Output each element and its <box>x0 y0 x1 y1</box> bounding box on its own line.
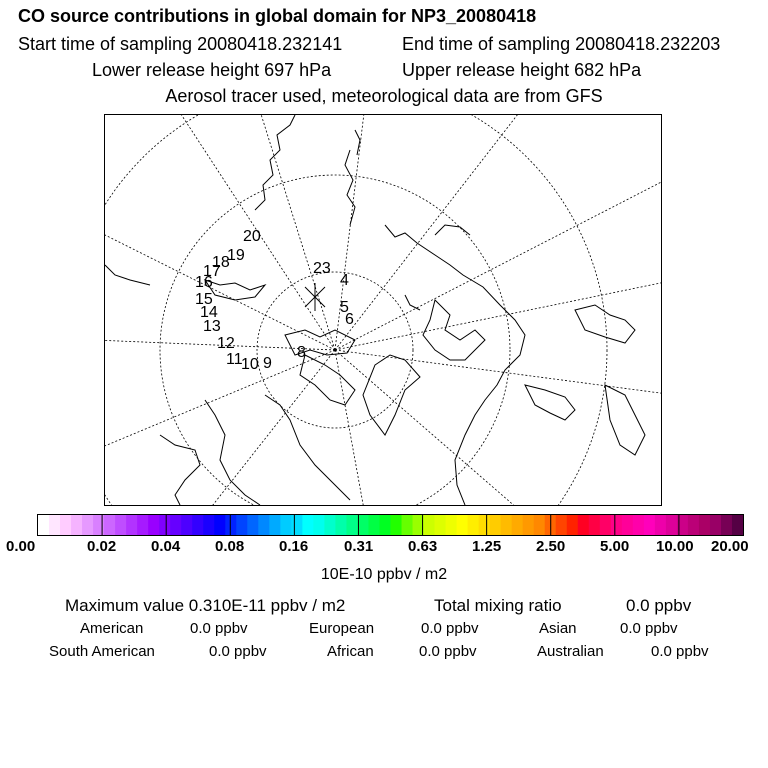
colorbar-segment <box>721 515 733 535</box>
colorbar-tick-label: 2.50 <box>536 538 566 555</box>
colorbar-segment <box>170 515 182 535</box>
coastline <box>160 435 200 505</box>
meridian-line <box>335 350 525 505</box>
trajectory-label-16: 16 <box>195 274 213 291</box>
colorbar-segment <box>104 515 116 535</box>
trajectory-label-12: 12 <box>217 335 235 352</box>
polar-map <box>104 114 662 506</box>
colorbar-segment <box>181 515 193 535</box>
colorbar-segment <box>622 515 634 535</box>
colorbar-segment <box>82 515 94 535</box>
colorbar-segment <box>368 515 380 535</box>
colorbar <box>37 514 744 536</box>
trajectory-label-10: 10 <box>241 356 259 373</box>
colorbar-segment <box>357 515 369 535</box>
colorbar-segment <box>291 515 303 535</box>
colorbar-segment <box>567 515 579 535</box>
colorbar-segment <box>93 515 105 535</box>
colorbar-tick-label: 0.08 <box>215 538 245 555</box>
coastline <box>345 150 355 225</box>
colorbar-segment <box>60 515 72 535</box>
colorbar-segment <box>137 515 149 535</box>
colorbar-segment <box>346 515 358 535</box>
colorbar-segment <box>424 515 436 535</box>
trajectory-label-18: 18 <box>212 254 230 271</box>
colorbar-segment <box>534 515 546 535</box>
colorbar-segment <box>192 515 204 535</box>
meridian-line <box>335 115 525 350</box>
coastline <box>605 385 645 455</box>
map-svg <box>105 115 661 505</box>
meridian-line <box>105 350 335 450</box>
trajectory-label-4: 4 <box>340 272 349 289</box>
colorbar-tick-label: 20.00 <box>711 538 749 555</box>
colorbar-tick-label: 0.31 <box>344 538 374 555</box>
region-value-american: 0.0 ppbv <box>190 620 248 637</box>
region-value-australian: 0.0 ppbv <box>651 643 709 660</box>
colorbar-segment <box>115 515 127 535</box>
colorbar-segment <box>501 515 513 535</box>
colorbar-segment <box>236 515 248 535</box>
colorbar-segment <box>446 515 458 535</box>
coastline <box>105 265 150 285</box>
colorbar-segment <box>578 515 590 535</box>
colorbar-segment <box>490 515 502 535</box>
colorbar-tick-label: 0.02 <box>87 538 117 555</box>
colorbar-segment <box>644 515 656 535</box>
meridian-line <box>255 115 335 350</box>
colorbar-tick-label: 0.16 <box>279 538 309 555</box>
region-name-asian: Asian <box>539 620 577 637</box>
colorbar-segment <box>203 515 215 535</box>
tracer-info-line: Aerosol tracer used, meteorological data are from GFS <box>165 86 603 106</box>
trajectory-label-11: 11 <box>226 351 243 368</box>
colorbar-segment <box>335 515 347 535</box>
region-name-african: African <box>327 643 374 660</box>
meridian-line <box>335 175 661 350</box>
greenland-coastline <box>363 355 420 435</box>
colorbar-segment <box>732 515 743 535</box>
start-time-label: Start time of sampling 20080418.232141 <box>18 34 343 54</box>
colorbar-segment <box>71 515 83 535</box>
trajectory-label-20: 20 <box>243 228 261 245</box>
coastline <box>575 305 635 343</box>
trajectory-label-6: 6 <box>345 311 354 328</box>
latitude-circle-middle <box>160 175 510 505</box>
colorbar-segment <box>269 515 281 535</box>
trajectory-label-9: 9 <box>263 355 272 372</box>
colorbar-segment <box>38 515 50 535</box>
colorbar-tick-label: 5.00 <box>600 538 630 555</box>
colorbar-segment <box>214 515 226 535</box>
colorbar-segment <box>688 515 700 535</box>
coastline <box>205 280 265 300</box>
region-value-south-american: 0.0 ppbv <box>209 643 267 660</box>
plot-title: CO source contributions in global domain for NP3_20080418 <box>18 6 537 26</box>
coastline <box>265 395 350 500</box>
colorbar-tick-label: 10.00 <box>656 538 694 555</box>
total-mixing-ratio-value: 0.0 ppbv <box>626 596 692 615</box>
colorbar-segment <box>457 515 469 535</box>
trajectory-label-15: 15 <box>195 291 213 308</box>
trajectory-label-8: 8 <box>297 344 306 361</box>
colorbar-svg <box>38 515 743 535</box>
colorbar-tick-label: 0.63 <box>408 538 438 555</box>
colorbar-segment <box>479 515 491 535</box>
colorbar-segment <box>324 515 336 535</box>
region-name-south-american: South American <box>49 643 155 660</box>
colorbar-segment <box>666 515 678 535</box>
trajectory-labels <box>195 228 354 373</box>
coastline <box>255 115 295 210</box>
coastline <box>205 400 260 505</box>
colorbar-segment <box>600 515 612 535</box>
max-value-label: Maximum value 0.310E-11 ppbv / m2 <box>65 596 346 615</box>
colorbar-segment <box>435 515 447 535</box>
colorbar-segment <box>468 515 480 535</box>
colorbar-segment <box>402 515 414 535</box>
colorbar-segment <box>148 515 160 535</box>
region-name-european: European <box>309 620 375 637</box>
colorbar-tick-label: 0.00 <box>6 538 36 555</box>
region-value-african: 0.0 ppbv <box>419 643 477 660</box>
colorbar-segment <box>633 515 645 535</box>
colorbar-segment <box>699 515 711 535</box>
trajectory-label-19: 19 <box>227 247 245 264</box>
region-name-american: American <box>80 620 144 637</box>
trajectory-label-23: 23 <box>313 260 331 277</box>
colorbar-segment <box>280 515 292 535</box>
colorbar-unit-label: 10E-10 ppbv / m2 <box>320 566 448 583</box>
colorbar-segment <box>126 515 138 535</box>
trajectory-label-13: 13 <box>203 318 221 335</box>
colorbar-segment <box>556 515 568 535</box>
coastline <box>423 300 485 360</box>
colorbar-tick-label: 1.25 <box>472 538 502 555</box>
coastline <box>435 225 470 235</box>
coastline <box>300 355 355 405</box>
colorbar-segment <box>512 515 524 535</box>
lower-release-height-label: Lower release height 697 hPa <box>92 60 332 80</box>
colorbar-segment <box>159 515 171 535</box>
coastline <box>385 225 525 505</box>
region-value-asian: 0.0 ppbv <box>620 620 678 637</box>
colorbar-segment <box>589 515 601 535</box>
coastlines <box>105 115 645 505</box>
end-time-label: End time of sampling 20080418.232203 <box>402 34 721 54</box>
colorbar-segment <box>302 515 314 535</box>
upper-release-height-label: Upper release height 682 hPa <box>402 60 642 80</box>
region-name-australian: Australian <box>537 643 604 660</box>
colorbar-segment <box>391 515 403 535</box>
trajectory-label-14: 14 <box>200 304 218 321</box>
colorbar-tick-label: 0.04 <box>151 538 181 555</box>
trajectory-label-17: 17 <box>203 263 221 280</box>
colorbar-segment <box>49 515 61 535</box>
trajectory-label-5: 5 <box>340 299 349 316</box>
colorbar-segment <box>379 515 391 535</box>
colorbar-segment <box>247 515 259 535</box>
colorbar-segment <box>225 515 237 535</box>
coastline <box>525 385 575 420</box>
colorbar-segment <box>523 515 535 535</box>
colorbar-segment <box>313 515 325 535</box>
colorbar-segment <box>710 515 722 535</box>
release-marker <box>305 283 325 311</box>
colorbar-segment <box>655 515 667 535</box>
region-value-european: 0.0 ppbv <box>421 620 479 637</box>
colorbar-segment <box>258 515 270 535</box>
meridian-line <box>205 350 335 505</box>
total-mixing-ratio-label: Total mixing ratio <box>434 596 562 615</box>
colorbar-segment <box>611 515 623 535</box>
